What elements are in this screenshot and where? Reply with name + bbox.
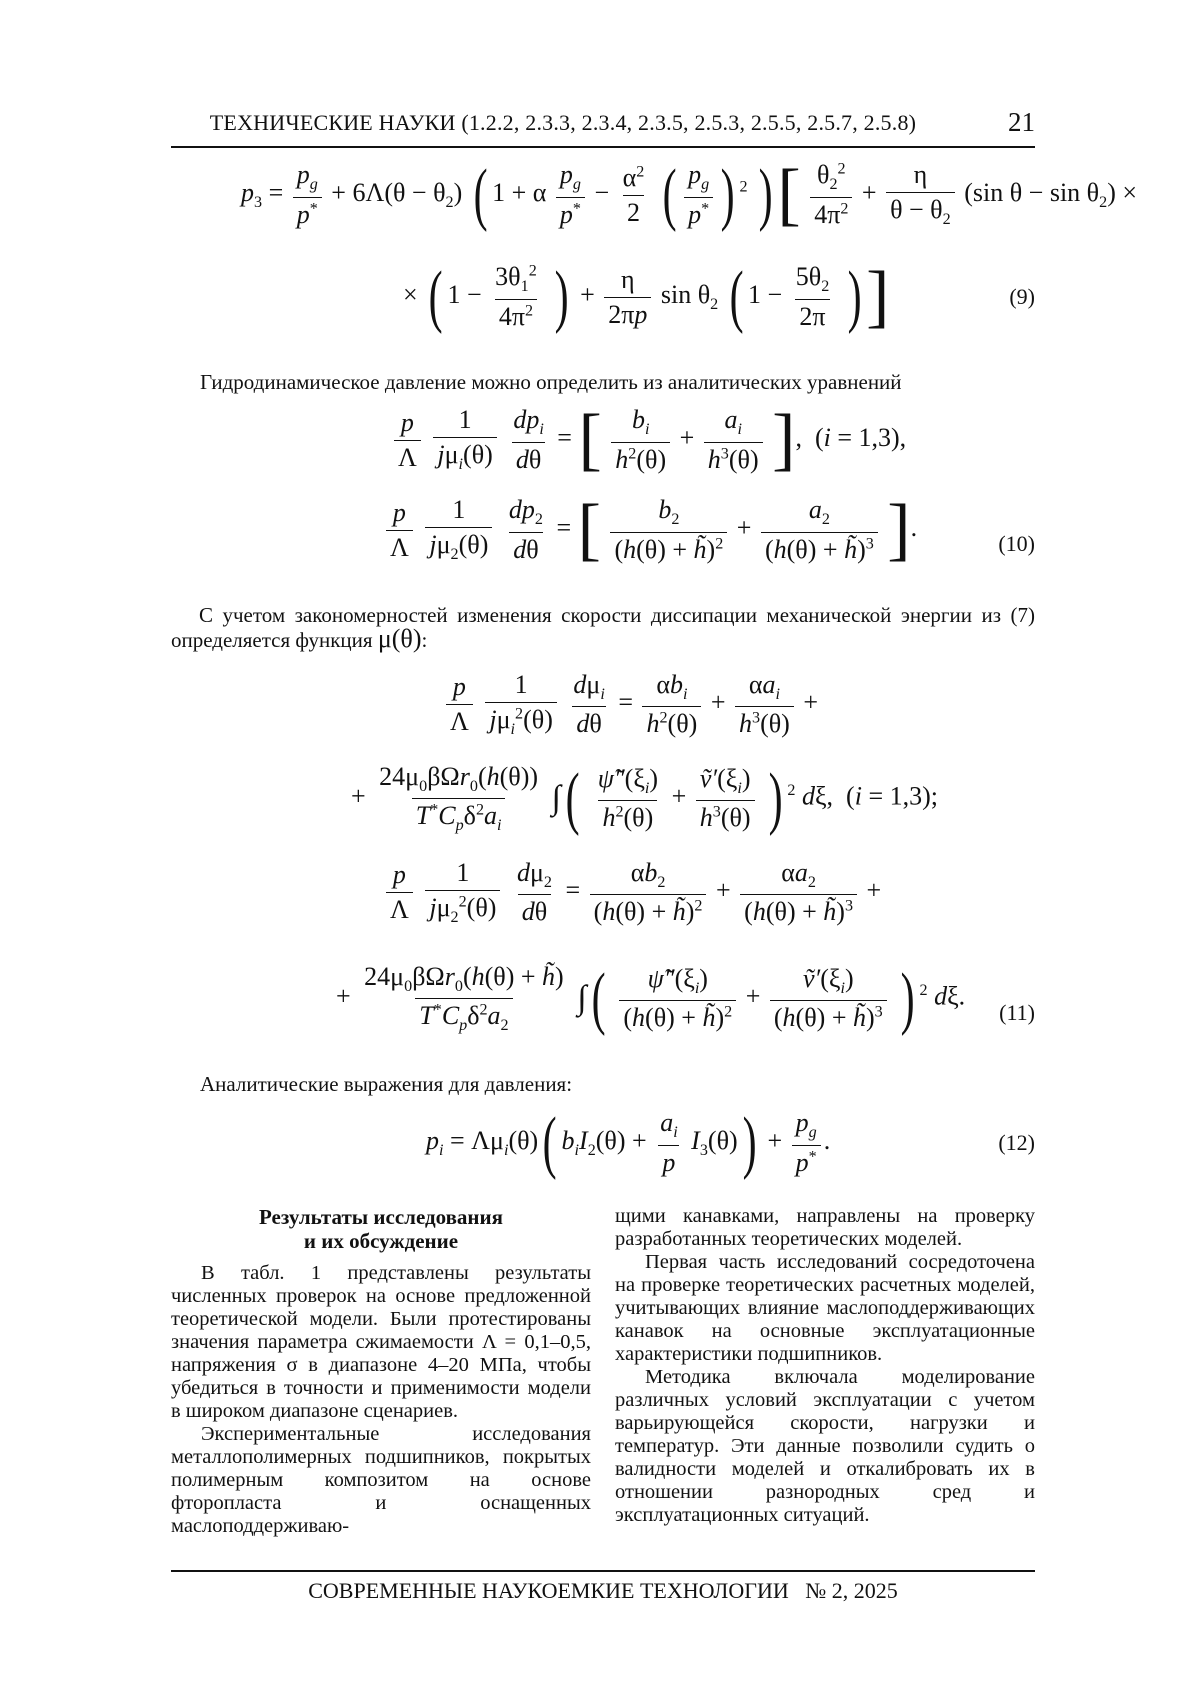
- right-paragraph-0: щими канавками, направлены на проверку разработанных теоретических моделей.: [615, 1205, 1035, 1250]
- left-paragraph-1: В табл. 1 представлены результаты численных проверок на основе предложенной теоретической модели. Были протестированы значения параметра сжимаемости Λ = 0,1–0,5, напряжения σ в диапазоне 4–20 МПа, чтобы убедиться в точности и применимости модели в широком диапазоне сценариев.: [171, 1262, 591, 1422]
- hydrodynamic-text: Гидродинамическое давление можно определить из аналитических уравнений: [200, 370, 902, 394]
- left-column: [171, 1262, 591, 1538]
- mu-theta-function: μ(θ): [377, 624, 422, 653]
- equation-10-line-1: $\frac{p}{\Lambda}$ $\frac{1}{j\mu_i(\theta)}$ $\frac{dp_i}{d\theta}$ = [ $\frac{b_i}{h^2(\theta)}$ + $\frac{a_i}{h^3(\theta)}$ ], (i = 1,3),: [171, 405, 1035, 475]
- equation-11-number: (11): [999, 1000, 1035, 1025]
- paragraph-hydrodynamic: [200, 370, 1035, 394]
- section-heading-line-2: и их обсуждение: [303, 1229, 459, 1253]
- equation-11-line-1: $\frac{p}{\Lambda}$ $\frac{1}{j\mu_i^2(\theta)}$ $\frac{d\mu_i}{d\theta}$ = $\frac{\alpha b_i}{h^2(\theta)}$ + $\frac{\alpha a_i}{h^3(\theta)}$ +: [171, 670, 1035, 739]
- equation-12-number: (12): [998, 1130, 1035, 1155]
- running-header: [171, 107, 1035, 148]
- equation-10-line-2: $\frac{p}{\Lambda}$ $\frac{1}{j\mu_2(\theta)}$ $\frac{dp_2}{d\theta}$ = [ $\frac{b_2}{(h(\theta) + h̃)^2}$ + $\frac{a_2}{(h(\theta) + h̃)^3}$ ]. (10): [171, 495, 1035, 565]
- right-column: [615, 1205, 1035, 1527]
- analytic-text: Аналитические выражения для давления:: [200, 1072, 573, 1096]
- right-paragraph-1: Первая часть исследований сосредоточена на проверке теоретических расчетных моделей, учитывающих влияние маслоподдерживающих канавок на основные эксплуатационные характеристики подшипников.: [615, 1251, 1035, 1365]
- paragraph-analytic: [200, 1072, 1035, 1096]
- dissipation-text: С учетом закономерностей изменения скорости диссипации механической энергии из (7) определяется функция: [171, 603, 1035, 652]
- equation-11-line-4: + $\frac{24\mu_0\beta\Omega r_0(h(\theta) + h̃)}{T^*C_p\delta^2a_2}$ ∫( $\frac{\psĩ''(\xi_i)}{(h(\theta) + h̃)^2}$ + $\frac{ṽ'(\xi_i)}{(h(\theta) + h̃)^3}$ ) $^2$ dξ. (11): [336, 959, 1035, 1037]
- journal-footer: [171, 1570, 1035, 1604]
- paragraph-dissipation: [171, 603, 1035, 652]
- left-paragraph-2: Экспериментальные исследования металлополимерных подшипников, покрытых полимерным композитом на основе фторопласта и оснащенных маслоподдерживаю-: [171, 1423, 591, 1537]
- equation-9-line-1: $p_3$ = $\frac{p_g}{p^*}$ + $6\Lambda(\theta - \theta_2)$ ( 1 + α $\frac{p_g}{p^*}$ − $\frac{\alpha^2}{2}$ ( $\frac{p_g}{p^*}$ ) $^2$ )[ $\frac{\theta_2^2}{4\pi^2}$ + $\frac{\eta}{\theta - \theta_2}$ (sin $\theta - \sin \theta_2$) ×: [241, 156, 1138, 233]
- journal-section-title: ТЕХНИЧЕСКИЕ НАУКИ (1.2.2, 2.3.3, 2.3.4, 2.3.5, 2.5.3, 2.5.5, 2.5.7, 2.5.8): [209, 110, 917, 135]
- equation-9-line-2: × ( 1 − $\frac{3\theta_1^2}{4\pi^2}$ ) + $\frac{\eta}{2\pi p}$ $\sin \theta_2$ ( 1 − $\frac{5\theta_2}{2\pi}$ )] (9): [403, 258, 1035, 335]
- footer-text: СОВРЕМЕННЫЕ НАУКОЕМКИЕ ТЕХНОЛОГИИ № 2, 2025: [308, 1578, 898, 1603]
- page-number: 21: [1008, 107, 1035, 137]
- dissipation-colon: :: [421, 628, 428, 652]
- section-heading: [171, 1205, 591, 1253]
- equation-12: $p_i = \Lambda\mu_i(\theta)$( $b_iI_2(\theta)$ + $\frac{a_i}{p}$ $I_3(\theta)$) + $\frac{p_g}{p^*}$ . (12): [426, 1104, 1035, 1181]
- equation-10-number: (10): [998, 531, 1035, 556]
- section-heading-line-1: Результаты исследования: [259, 1205, 503, 1229]
- equation-11-line-3: $\frac{p}{\Lambda}$ $\frac{1}{j\mu_2^2(\theta)}$ $\frac{d\mu_2}{d\theta}$ = $\frac{\alpha b_2}{(h(\theta) + h̃)^2}$ + $\frac{\alpha a_2}{(h(\theta) + h̃)^3}$ +: [171, 858, 1035, 927]
- equation-11-line-2: + $\frac{24\mu_0\beta\Omega r_0(h(\theta))}{T^*C_p\delta^2a_i}$ ∫( $\frac{\psĩ''(\xi_i)}{h^2(\theta)}$ + $\frac{ṽ'(\xi_i)}{h^3(\theta)}$ ) $^2$ dξ, (i = 1,3);: [351, 759, 938, 837]
- equation-9-number: (9): [1009, 284, 1035, 309]
- right-paragraph-2: Методика включала моделирование различных условий эксплуатации с учетом варьирующейся скорости, нагрузки и температур. Эти данные позволили судить о валидности моделей и откалибровать их в отношении разнородных сред и эксплуатационных ситуаций.: [615, 1366, 1035, 1526]
